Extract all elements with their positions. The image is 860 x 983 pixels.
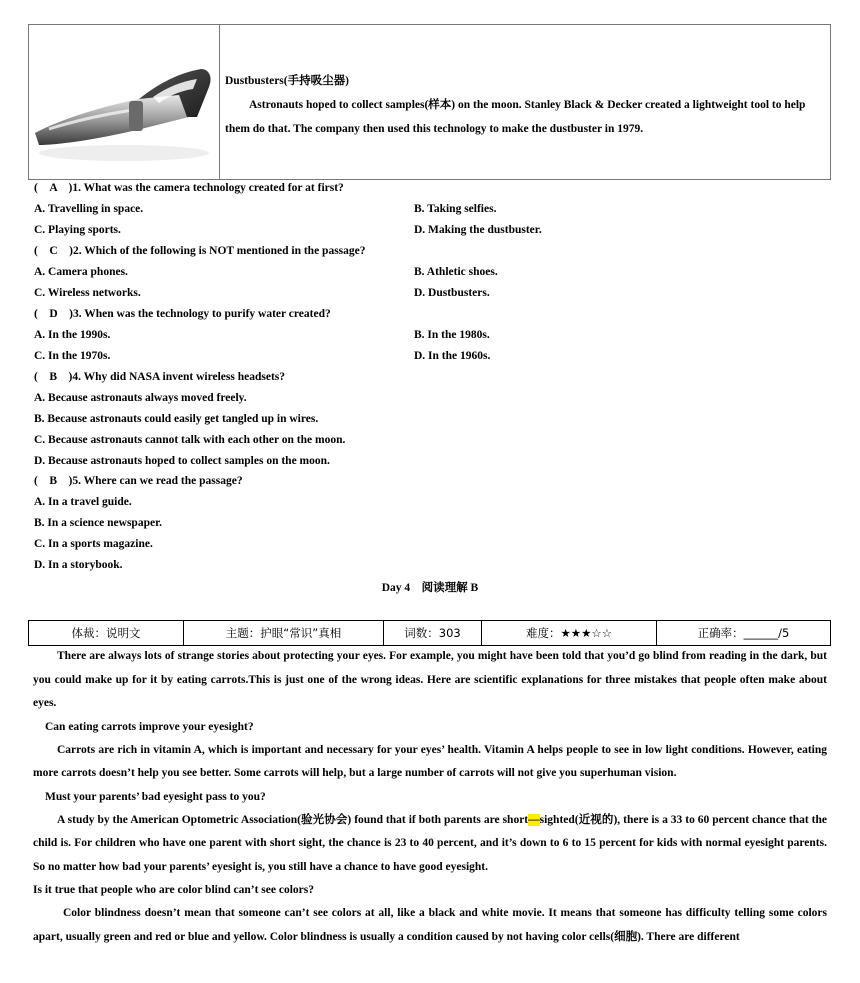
question-5-option-d: D. In a storybook. bbox=[34, 559, 123, 571]
question-2-option-a: A. Camera phones. bbox=[34, 266, 128, 278]
question-4-option-c: C. Because astronauts cannot talk with each other on the moon. bbox=[34, 434, 346, 446]
question-1-stem: ( A )1. What was the camera technology created for at first? bbox=[34, 182, 344, 194]
intro-box bbox=[28, 24, 831, 180]
question-4-stem: ( B )4. Why did NASA invent wireless headsets? bbox=[34, 371, 286, 383]
passage-heading-3: Is it true that people who are color blind can’t see colors? bbox=[33, 884, 314, 896]
question-4-option-a: A. Because astronauts always moved freely. bbox=[34, 392, 247, 404]
day-title: Day 4 阅读理解 B bbox=[381, 582, 479, 594]
handheld-vacuum-icon bbox=[29, 25, 220, 181]
question-4-option-d: D. Because astronauts hoped to collect samples on the moon. bbox=[34, 455, 330, 467]
intro-paragraph: Astronauts hoped to collect samples(样本) on the moon. Stanley Black & Decker created a lightweight tool to help them do that. The company then used this technology to make the dustbuster in 1979. bbox=[225, 99, 806, 135]
question-1-option-d: D. Making the dustbuster. bbox=[414, 224, 542, 236]
passage-paragraph-4: Color blindness doesn’t mean that someone can’t see colors at all, like a black and white movie. It means that someone has difficulty telling some colors apart, usually green and red or blue and yellow. Color blindness is usually a condition caused by not having color cells(细胞). There are different bbox=[33, 907, 827, 943]
info-theme: 主题：护眼“常识”真相 bbox=[184, 621, 384, 645]
info-difficulty: 难度：★★★☆☆ bbox=[482, 621, 657, 645]
question-5-stem: ( B )5. Where can we read the passage? bbox=[34, 475, 243, 487]
question-5-option-b: B. In a science newspaper. bbox=[34, 517, 162, 529]
question-2-option-d: D. Dustbusters. bbox=[414, 287, 490, 299]
info-accuracy: 正确率：______/5 bbox=[697, 626, 790, 640]
passage-paragraph-2: Carrots are rich in vitamin A, which is important and necessary for your eyes’ health. Vitamin A helps people to see in low light conditions. However, eating more carrots doesn’t help you see better. Some carrots will help, but a large number of carrots will not give you superhuman vision. bbox=[33, 743, 827, 779]
info-words: 词数：303 bbox=[384, 621, 482, 645]
question-3-stem: ( D )3. When was the technology to purify water created? bbox=[34, 308, 331, 320]
question-1-option-a: A. Travelling in space. bbox=[34, 203, 144, 215]
question-2-option-b: B. Athletic shoes. bbox=[414, 266, 498, 278]
passage-paragraph-3-part-a: A study by the American Optometric Association(验光协会) found that if both parents are short bbox=[57, 813, 529, 826]
image-cell bbox=[29, 25, 220, 179]
passage-paragraph-1: There are always lots of strange stories about protecting your eyes. For example, you might have been told that you’d go blind from reading in the dark, but you could make up for it by eating carrots.This is just one of the wrong ideas. Here are scientific explanations for three mistakes that people often make about eyes. bbox=[33, 650, 827, 709]
question-5-option-a: A. In a travel guide. bbox=[34, 496, 132, 508]
question-2-option-c: C. Wireless networks. bbox=[34, 287, 141, 299]
info-table bbox=[28, 620, 831, 646]
question-1-option-c: C. Playing sports. bbox=[34, 224, 121, 236]
question-2-stem: ( C )2. Which of the following is NOT mentioned in the passage? bbox=[34, 245, 366, 257]
question-5-option-c: C. In a sports magazine. bbox=[34, 538, 153, 550]
question-4-option-b: B. Because astronauts could easily get tangled up in wires. bbox=[34, 413, 319, 425]
passage-heading-2: Must your parents’ bad eyesight pass to you? bbox=[45, 790, 266, 803]
question-1-option-b: B. Taking selfies. bbox=[414, 203, 497, 215]
passage-paragraph-3-part-b: sighted(近视的), there is a 33 to 60 percent chance that the child is. For children who have one parent with short sight, the chance is 23 to 40 percent, and it’s down to 6 to 15 percent for kids with normal eyesight parents. So no matter how bad your parents’ eyesight is, you still have a chance to have good eyesight. bbox=[33, 813, 827, 873]
question-3-option-d: D. In the 1960s. bbox=[414, 350, 491, 362]
passage-paragraph-3 bbox=[33, 809, 827, 880]
highlighted-dash: — bbox=[528, 813, 540, 826]
question-3-option-a: A. In the 1990s. bbox=[34, 329, 111, 341]
passage bbox=[33, 645, 827, 949]
question-3-option-b: B. In the 1980s. bbox=[414, 329, 490, 341]
question-3-option-c: C. In the 1970s. bbox=[34, 350, 111, 362]
info-genre: 体裁：说明文 bbox=[29, 621, 184, 645]
passage-heading-1: Can eating carrots improve your eyesight? bbox=[45, 720, 254, 733]
intro-title: Dustbusters(手持吸尘器) bbox=[225, 75, 349, 87]
intro-text-cell bbox=[220, 25, 830, 179]
